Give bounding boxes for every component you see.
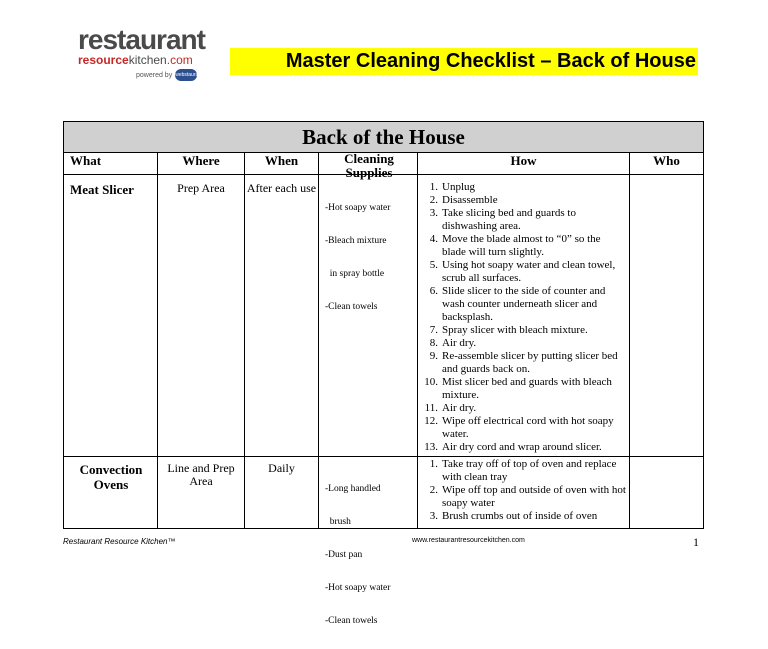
header-how: How xyxy=(510,153,537,168)
logo-wordmark: restaurant xyxy=(78,24,205,55)
how-step: 6. Slide slicer to the side of counter and wash counter underneath slicer and backsplash. xyxy=(429,285,606,323)
page-number: 1 xyxy=(693,535,699,549)
footer-brand: Restaurant Resource Kitchen™ xyxy=(63,537,176,546)
column-divider xyxy=(417,152,418,528)
supply-item: -Dust pan xyxy=(325,550,363,560)
supply-item: -Hot soapy water xyxy=(325,203,391,213)
header-supplies: Cleaning Supplies xyxy=(344,151,394,180)
how-step: 11. Air dry. xyxy=(424,402,477,414)
row1-how xyxy=(422,181,626,454)
row2-when: Daily xyxy=(268,461,295,475)
row1-where: Prep Area xyxy=(177,181,225,195)
how-step: 1. Unplug xyxy=(429,181,475,193)
supply-item: -Hot soapy water xyxy=(325,583,391,593)
row1-when: After each use xyxy=(246,181,317,195)
row1-what: Meat Slicer xyxy=(70,182,134,197)
how-step: 13. Air dry cord and wrap around slicer. xyxy=(424,441,602,453)
row2-where: Line and Prep Area xyxy=(167,461,235,488)
logo xyxy=(78,24,228,79)
how-step: 10. Mist slicer bed and guards with bleach mixture. xyxy=(424,376,612,401)
supply-item: -Clean towels xyxy=(325,616,378,626)
section-heading: Back of the House xyxy=(64,122,703,153)
header-when: When xyxy=(264,153,299,168)
column-divider xyxy=(629,152,630,528)
row-divider xyxy=(64,456,703,457)
how-step: 2. Wipe off top and outside of oven with hot soapy water xyxy=(429,484,626,509)
how-step: 3. Brush crumbs out of inside of oven xyxy=(429,510,598,522)
logo-dotcom: .com xyxy=(166,53,193,67)
logo-resource: resource xyxy=(78,53,129,67)
how-step: 8. Air dry. xyxy=(429,337,477,349)
how-step: 12. Wipe off electrical cord with hot soapy water. xyxy=(424,415,614,440)
how-step: 1. Take tray off of top of oven and replace with clean tray xyxy=(429,458,617,483)
column-divider xyxy=(318,152,319,528)
how-step: 7. Spray slicer with bleach mixture. xyxy=(429,324,588,336)
logo-kitchen: kitchen xyxy=(128,53,167,67)
header-where: Where xyxy=(182,153,220,168)
webstaurant-badge: webstaurant xyxy=(175,69,197,81)
how-steps xyxy=(422,458,626,523)
how-step: 5. Using hot soapy water and clean towel, scrub all surfaces. xyxy=(429,259,616,284)
how-steps xyxy=(422,181,626,454)
supply-item: in spray bottle xyxy=(325,269,385,279)
how-step: 3. Take slicing bed and guards to dishwashing area. xyxy=(429,207,576,232)
row2-how xyxy=(422,458,626,523)
powered-by-text: powered by xyxy=(136,71,173,79)
header-who: Who xyxy=(653,153,680,168)
how-step: 9. Re-assemble slicer by putting slicer bed and guards back on. xyxy=(429,350,618,375)
row2-supplies xyxy=(325,462,415,649)
supply-item: -Long handled xyxy=(325,484,381,494)
supply-item: -Bleach mixture xyxy=(325,236,387,246)
logo-powered-by xyxy=(136,69,228,81)
title-bar xyxy=(230,48,698,75)
row2-what: Convection Ovens xyxy=(79,462,143,492)
how-step: 2. Disassemble xyxy=(429,194,498,206)
header-what: What xyxy=(70,153,102,168)
supply-item: brush xyxy=(325,517,351,527)
page-title: Master Cleaning Checklist – Back of House xyxy=(285,50,696,72)
how-step: 4. Move the blade almost to “0” so the blade will turn slightly. xyxy=(429,233,601,258)
supply-item: -Clean towels xyxy=(325,302,378,312)
row1-supplies xyxy=(325,181,415,335)
logo-subline xyxy=(78,54,228,66)
footer-url: www.restaurantresourcekitchen.com xyxy=(412,537,525,544)
